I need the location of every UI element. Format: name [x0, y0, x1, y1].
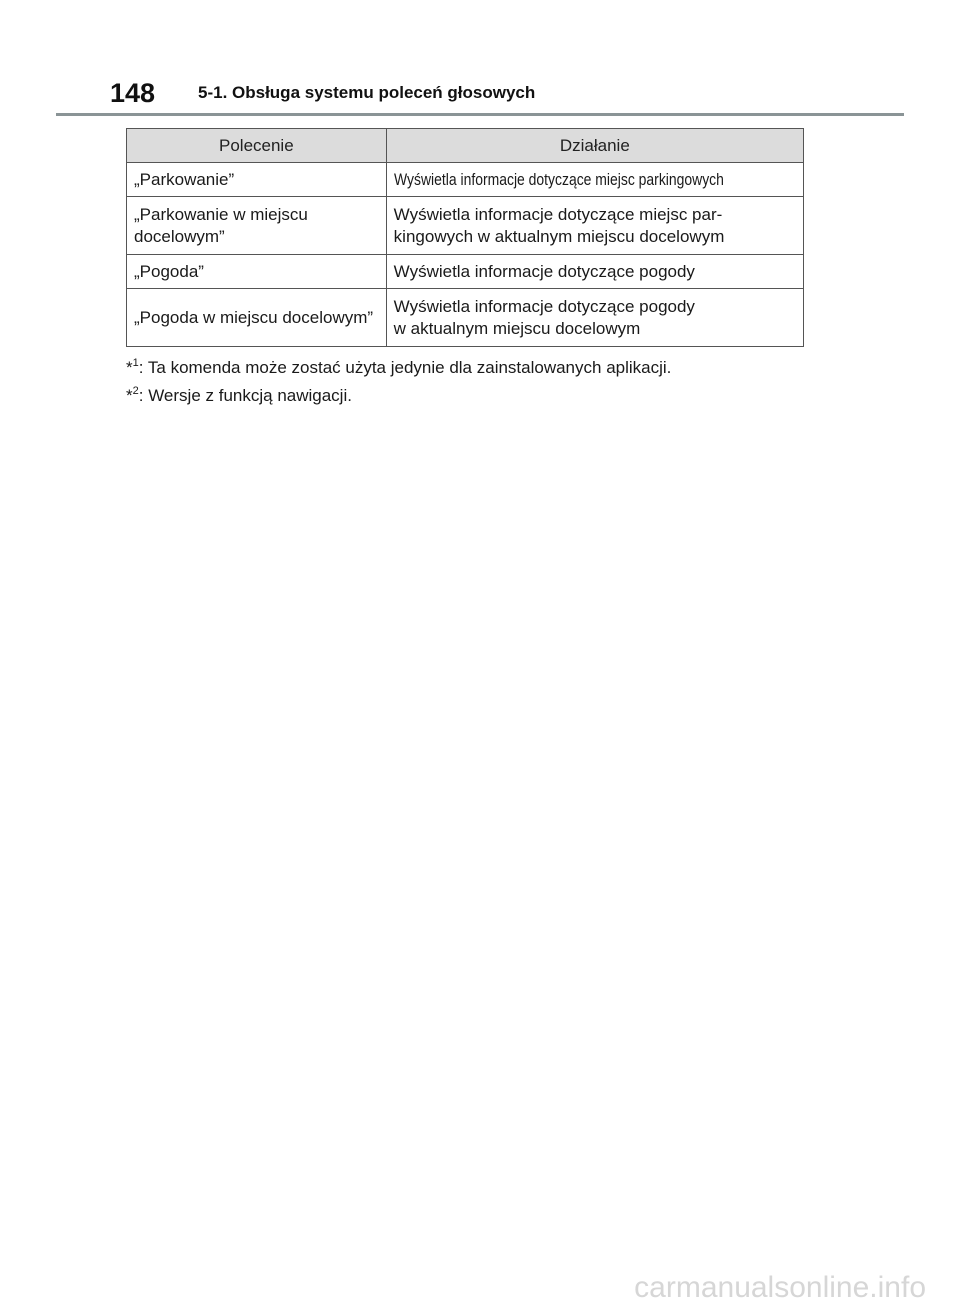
header-divider: [56, 113, 904, 116]
table-header-row: [127, 129, 804, 163]
footnote-marker: *: [126, 358, 133, 377]
action-text-line2: w aktualnym miejscu docelowym: [393, 318, 641, 338]
action-cell: [386, 289, 803, 347]
footnote-text: : Wersje z funkcją nawigacji.: [138, 386, 352, 405]
footnote-2: [126, 382, 826, 410]
page-header: [110, 78, 910, 108]
footnote-1: [126, 354, 826, 382]
command-cell: „Pogoda”: [127, 255, 387, 289]
action-cell: [386, 163, 803, 197]
command-cell: „Parkowanie w miejscu docelowym”: [127, 197, 387, 255]
column-header-command: Polecenie: [127, 129, 387, 163]
footnotes: [126, 354, 826, 410]
table-row: [127, 255, 804, 289]
action-text-line1: Wyświetla informacje dotyczące miejsc par-: [393, 204, 723, 224]
footnote-number: 2: [132, 385, 139, 397]
page-number: 148: [110, 78, 156, 108]
action-text: Wyświetla informacje dotyczące miejsc parkingowych: [393, 169, 724, 189]
table-row: [127, 163, 804, 197]
footnote-marker: *: [126, 386, 133, 405]
footnote-text: : Ta komenda może zostać użyta jedynie dla zainstalowanych aplikacji.: [138, 358, 672, 377]
section-title: 5-1. Obsługa systemu poleceń głosowych: [198, 83, 536, 102]
voice-command-table: [126, 128, 804, 347]
column-header-action: Działanie: [386, 129, 803, 163]
footnote-number: 1: [132, 357, 139, 369]
command-cell: „Parkowanie”: [127, 163, 387, 197]
site-watermark: carmanualsonline.info: [634, 1271, 926, 1304]
action-text-line2: kingowych w aktualnym miejscu docelowym: [393, 226, 725, 246]
action-text-line1: Wyświetla informacje dotyczące pogody: [393, 296, 695, 316]
action-cell: Wyświetla informacje dotyczące pogody: [386, 255, 803, 289]
table-row: [127, 197, 804, 255]
command-cell: „Pogoda w miejscu docelowym”: [127, 289, 387, 347]
table-row: [127, 289, 804, 347]
action-cell: [386, 197, 803, 255]
